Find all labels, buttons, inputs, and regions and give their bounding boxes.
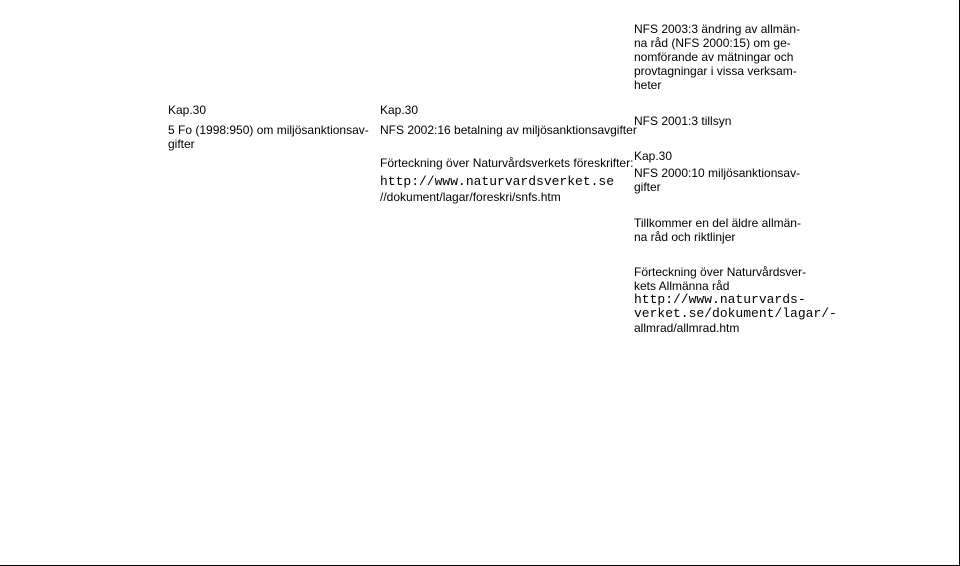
col2-list-title: Förteckning över Naturvårdsverkets föreskrifter: xyxy=(380,156,634,170)
col3-url-line1[interactable]: http://www.naturvards- xyxy=(634,292,806,307)
col3-top-line4: provtagningar i vissa verksam- xyxy=(634,64,797,78)
col3-note-line2: na råd och riktlinjer xyxy=(634,230,736,244)
col3-tillsyn: NFS 2001:3 tillsyn xyxy=(634,114,732,128)
col3-top-line1: NFS 2003:3 ändring av allmän- xyxy=(634,22,801,36)
col2-nfs-2002-16: NFS 2002:16 betalning av miljösanktionsavgifter xyxy=(380,123,637,137)
col3-top-line5: heter xyxy=(634,78,662,92)
col2-url-line1[interactable]: http://www.naturvardsverket.se xyxy=(380,174,615,189)
col3-url-line3[interactable]: allmrad/allmrad.htm xyxy=(634,321,740,335)
col3-list-line2: kets Allmänna råd xyxy=(634,279,730,293)
col2-chapter: Kap.30 xyxy=(380,103,419,117)
col3-nfs-line1: NFS 2000:10 miljösanktionsav- xyxy=(634,166,801,180)
col1-item-line2: gifter xyxy=(168,137,195,151)
col2-url-line2[interactable]: //dokument/lagar/foreskri/snfs.htm xyxy=(380,190,561,204)
col3-top-line2: na råd (NFS 2000:15) om ge- xyxy=(634,36,791,50)
col3-list-line1: Förteckning över Naturvårdsver- xyxy=(634,265,807,279)
col3-url-line2[interactable]: verket.se/dokument/lagar/- xyxy=(634,306,837,321)
col1-chapter: Kap.30 xyxy=(168,103,207,117)
col3-chapter: Kap.30 xyxy=(634,149,673,163)
col1-item-line1: 5 Fo (1998:950) om miljösanktionsav- xyxy=(168,123,369,137)
col3-nfs-line2: gifter xyxy=(634,180,661,194)
col3-note-line1: Tillkommer en del äldre allmän- xyxy=(634,216,801,230)
col3-top-line3: nomförande av mätningar och xyxy=(634,50,794,64)
